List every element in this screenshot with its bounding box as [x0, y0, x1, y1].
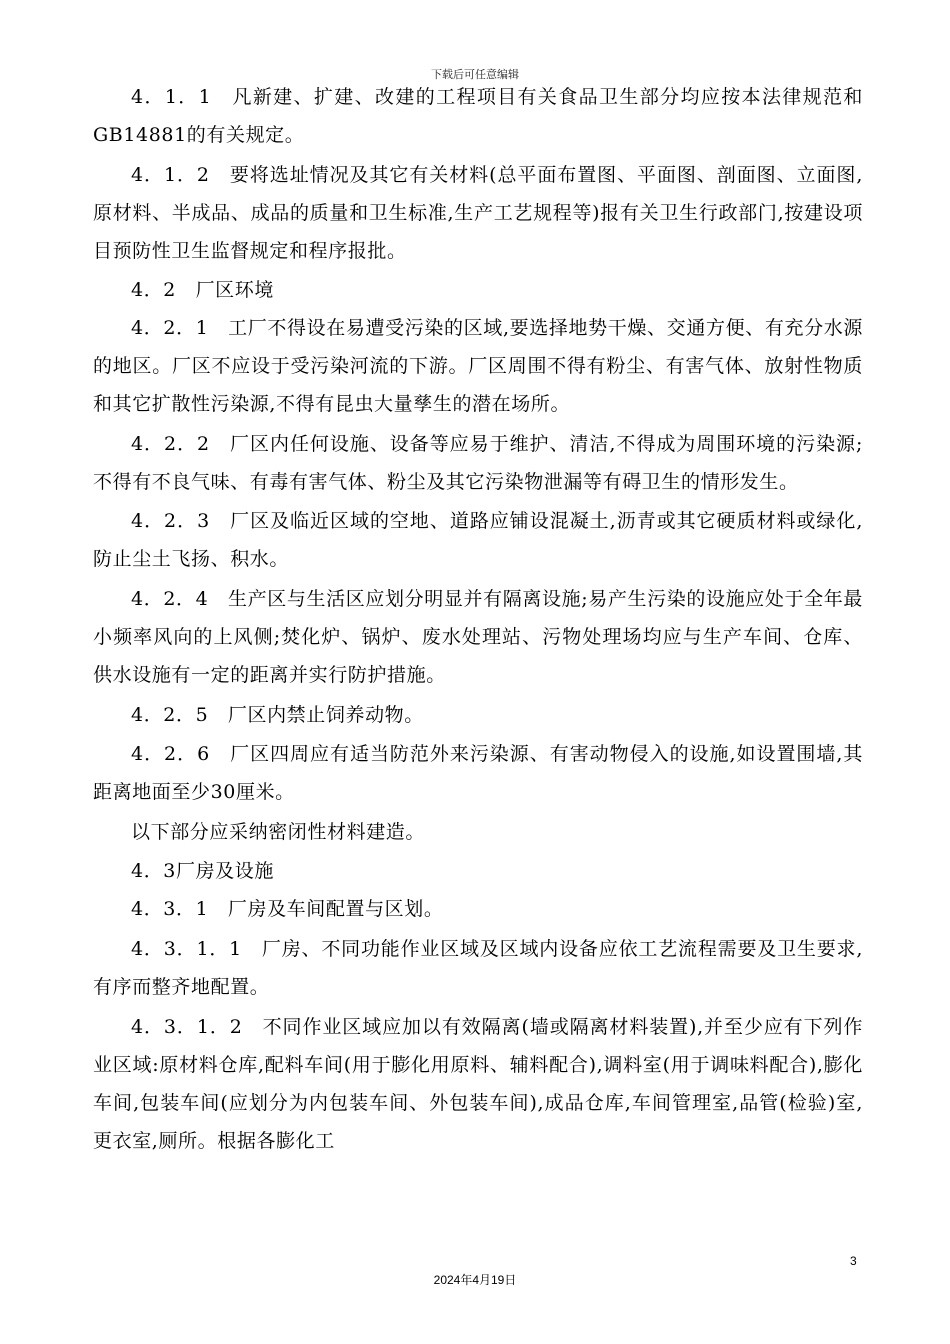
page-header: 下载后可任意编辑	[431, 68, 519, 81]
section-heading-4-2: 4．2 厂区环境	[131, 279, 274, 302]
paragraph-4-1-1: 4．1．1 凡新建、扩建、改建的工程项目有关食品卫生部分均应按本法律规范和GB14881的有关规定。	[93, 86, 863, 146]
paragraph-4-2-6: 4．2．6 厂区四周应有适当防范外来污染源、有害动物侵入的设施,如设置围墙,其距离地面至少30厘米。	[93, 743, 863, 804]
paragraph-4-2-3: 4．2．3 厂区及临近区域的空地、道路应铺设混凝土,沥青或其它硬质材料或绿化,防止尘土飞扬、积水。	[93, 510, 863, 571]
paragraph-4-3-1-2: 4．3．1．2 不同作业区域应加以有效隔离(墙或隔离材料装置),并至少应有下列作业区域:原材料仓库,配料车间(用于膨化用原料、辅料配合),调料室(用于调味料配合),膨化车间,包装车间(应划分为内包装车间、外包装车间),成品仓库,车间管理室,品管(检验)室,更衣室,厕所。根据各膨化工	[93, 1015, 863, 1152]
section-heading-4-3: 4．3厂房及设施	[131, 860, 274, 883]
footer-date: 2024年4月19日	[433, 1273, 517, 1287]
paragraph-4-2-1: 4．2．1 工厂不得设在易遭受污染的区域,要选择地势干燥、交通方便、有充分水源的地区。厂区不应设于受污染河流的下游。厂区周围不得有粉尘、有害气体、放射性物质和其它扩散性污染源,不得有昆虫大量孳生的潜在场所。	[93, 317, 863, 416]
paragraph-4-3-1-1: 4．3．1．1 厂房、不同功能作业区域及区域内设备应依工艺流程需要及卫生要求,有序而整齐地配置。	[93, 937, 863, 998]
paragraph-4-2-5: 4．2．5 厂区内禁止饲养动物。	[131, 703, 424, 726]
page-number: 3	[850, 1254, 857, 1268]
paragraph-4-2-4: 4．2．4 生产区与生活区应划分明显并有隔离设施;易产生污染的设施应处于全年最小频率风向的上风侧;焚化炉、锅炉、废水处理站、污物处理场均应与生产车间、仓库、供水设施有一定的距离并实行防护措施。	[93, 587, 863, 686]
paragraph-4-2-2: 4．2．2 厂区内任何设施、设备等应易于维护、清洁,不得成为周围环境的污染源;不得有不良气味、有毒有害气体、粉尘及其它污染物泄漏等有碍卫生的情形发生。	[93, 432, 863, 493]
paragraph-4-3-1: 4．3．1 厂房及车间配置与区划。	[131, 898, 444, 921]
paragraph-note: 以下部分应采纳密闭性材料建造。	[131, 820, 426, 843]
document-body	[93, 78, 863, 1161]
paragraph-4-1-2: 4．1．2 要将选址情况及其它有关材料(总平面布置图、平面图、剖面图、立面图,原材料、半成品、成品的质量和卫生标准,生产工艺规程等)报有关卫生行政部门,按建设项目预防性卫生监督规定和程序报批。	[93, 163, 863, 262]
